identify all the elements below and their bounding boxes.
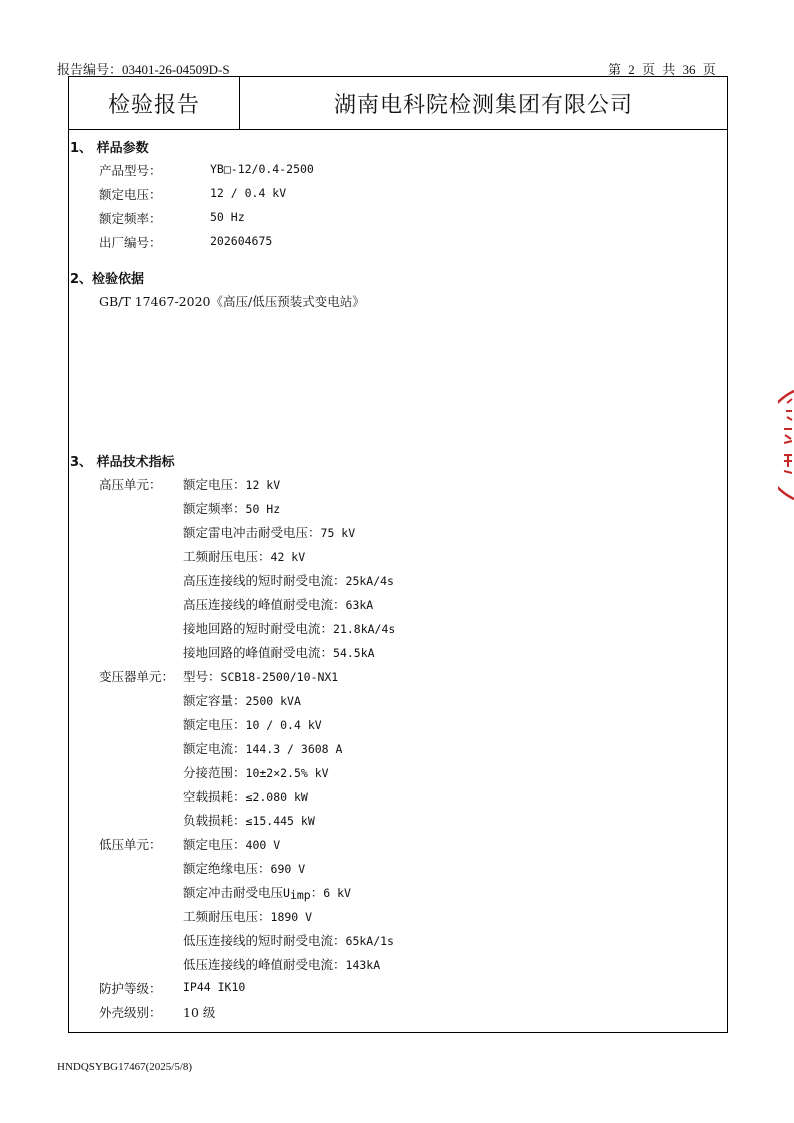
spec-line: 额定电压：12 kV — [183, 477, 281, 492]
param-label: 出厂编号： — [99, 235, 162, 250]
spec-line: 工频耐压电压：1890 V — [183, 909, 313, 924]
spec-line: 额定频率：50 Hz — [183, 501, 281, 516]
spec-line: 工频耐压电压：42 kV — [183, 549, 306, 564]
spec-line: 额定电流：144.3 / 3608 A — [183, 741, 343, 756]
page-info: 第 2 页 共 36 页 — [608, 62, 716, 77]
param-value: 202604675 — [210, 234, 273, 248]
param-label: 额定频率： — [99, 211, 162, 226]
spec-line: 低压连接线的短时耐受电流：65kA/1s — [183, 933, 394, 948]
report-frame — [68, 76, 728, 1033]
spec-line: 额定电压：400 V — [183, 837, 281, 852]
spec-line: 额定雷电冲击耐受电压：75 kV — [183, 525, 356, 540]
param-label: 额定电压： — [99, 187, 162, 202]
spec-line: 额定容量：2500 kVA — [183, 693, 301, 708]
enclosure-label: 外壳级别： — [99, 1005, 162, 1020]
hv-unit-label: 高压单元： — [99, 477, 162, 492]
spec-line: 额定冲击耐受电压$U_{imp}$：6 kV — [183, 885, 351, 902]
section1-title: 1、 样品参数 — [70, 141, 149, 156]
spec-line: 额定绝缘电压：690 V — [183, 861, 306, 876]
param-value: 12 / 0.4 kV — [210, 186, 287, 200]
spec-line: 高压连接线的峰值耐受电流：63kA — [183, 597, 374, 612]
report-number-label: 报告编号： — [57, 62, 123, 77]
report-number-value: 03401-26-04509D-S — [122, 62, 230, 77]
lv-unit-label: 低压单元： — [99, 837, 162, 852]
spec-line: 高压连接线的短时耐受电流：25kA/4s — [183, 573, 394, 588]
title-row — [69, 77, 727, 130]
protection-label: 防护等级： — [99, 981, 162, 996]
spec-line: 接地回路的短时耐受电流：21.8kA/4s — [183, 621, 396, 636]
spec-line: 额定电压：10 / 0.4 kV — [183, 717, 322, 732]
transformer-unit-label: 变压器单元： — [99, 669, 175, 684]
spec-line: 空载损耗：≤2.080 kW — [183, 789, 308, 804]
seal-stamp-icon — [778, 385, 794, 505]
organization-name: 湖南电科院检测集团有限公司 — [333, 92, 633, 118]
test-basis: GB/T 17467-2020《高压/低压预装式变电站》 — [99, 294, 365, 309]
spec-line: 负载损耗：≤15.445 kW — [183, 813, 315, 828]
param-label: 产品型号： — [99, 163, 162, 178]
section2-title: 2、检验依据 — [70, 272, 145, 287]
param-value: YB□-12/0.4-2500 — [210, 162, 314, 176]
spec-line: 接地回路的峰值耐受电流：54.5kA — [183, 645, 375, 660]
report-type-title: 检验报告 — [69, 77, 240, 129]
section3-title: 3、 样品技术指标 — [70, 455, 175, 470]
spec-line: 分接范围：10±2×2.5% kV — [183, 765, 329, 780]
spec-line: 型号：SCB18-2500/10-NX1 — [183, 669, 339, 684]
param-value: 50 Hz — [210, 210, 245, 224]
enclosure-value: 10 级 — [183, 1005, 216, 1020]
form-code: HNDQSYBG17467(2025/5/8) — [57, 1061, 193, 1073]
protection-value: IP44 IK10 — [183, 980, 246, 994]
spec-line: 低压连接线的峰值耐受电流：143kA — [183, 957, 381, 972]
